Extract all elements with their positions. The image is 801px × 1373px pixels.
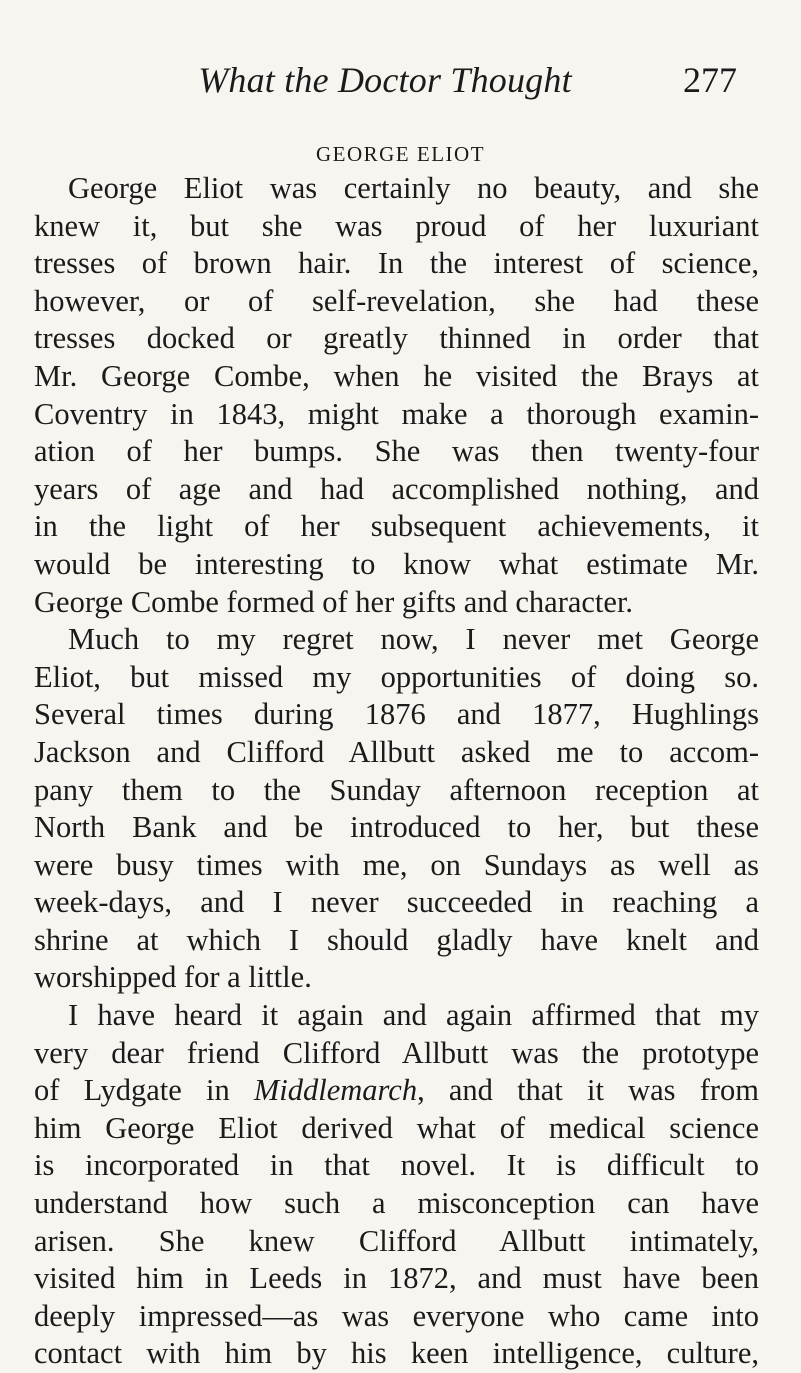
text-line: North Bank and be introduced to her, but these: [34, 810, 759, 845]
text-line: Mr. George Combe, when he visited the Brays at: [34, 358, 759, 393]
text-line: Eliot, but missed my opportunities of doing so.: [34, 659, 759, 694]
text-line: years of age and had accomplished nothing, and: [34, 471, 759, 506]
text-line: pany them to the Sunday afternoon reception at: [34, 772, 759, 807]
text-line: Jackson and Clifford Allbutt asked me to accom-: [34, 734, 759, 769]
running-title: What the Doctor Thought: [198, 60, 572, 100]
text-line: George Eliot was certainly no beauty, and she: [68, 171, 759, 205]
text-line: would be interesting to know what estimate Mr.: [34, 546, 759, 581]
paragraph-2: [34, 621, 759, 997]
text-line: I have heard it again and again affirmed that my: [68, 998, 759, 1033]
page-number: 277: [683, 60, 737, 100]
text-fragment: , and that it was from: [417, 1073, 759, 1108]
text-line: deeply impressed—as was everyone who came into: [34, 1298, 759, 1333]
text-line: Much to my regret now, I never met George: [68, 622, 759, 657]
text-line: arisen. She knew Clifford Allbutt intimately,: [34, 1223, 759, 1258]
paragraph-3: [34, 997, 759, 1373]
chapter-heading: GEORGE ELIOT: [315, 142, 486, 166]
text-line: in the light of her subsequent achievements, it: [34, 509, 759, 544]
running-head: [0, 58, 801, 102]
text-line-with-title: [34, 1072, 759, 1110]
text-line: contact with him by his keen intelligence, culture,: [34, 1336, 759, 1371]
text-line: however, or of self-revelation, she had these: [34, 283, 759, 318]
text-line: worshipped for a little.: [34, 960, 312, 995]
paragraph-1: [34, 170, 759, 621]
text-fragment: of Lydgate in: [34, 1073, 230, 1108]
text-line: visited him in Leeds in 1872, and must have been: [34, 1261, 759, 1296]
text-line: Several times during 1876 and 1877, Hughlings: [34, 697, 759, 732]
text-line: tresses of brown hair. In the interest of science,: [34, 246, 759, 281]
text-line: shrine at which I should gladly have knelt and: [34, 922, 759, 957]
text-line: week-days, and I never succeeded in reaching a: [34, 885, 759, 920]
text-line: Coventry in 1843, might make a thorough examin-: [34, 396, 759, 431]
text-line: is incorporated in that novel. It is difficult to: [34, 1148, 759, 1183]
text-line: knew it, but she was proud of her luxuriant: [34, 208, 759, 243]
book-title: Middlemarch: [253, 1073, 418, 1108]
text-line: George Combe formed of her gifts and character.: [34, 584, 634, 619]
text-line: were busy times with me, on Sundays as well as: [34, 847, 759, 882]
text-line: tresses docked or greatly thinned in order that: [34, 321, 759, 356]
text-line: understand how such a misconception can have: [34, 1186, 759, 1221]
text-line: ation of her bumps. She was then twenty-four: [34, 434, 759, 469]
text-line: him George Eliot derived what of medical science: [34, 1110, 759, 1145]
body-text: [34, 170, 759, 1373]
text-line: very dear friend Clifford Allbutt was the prototype: [34, 1035, 759, 1070]
